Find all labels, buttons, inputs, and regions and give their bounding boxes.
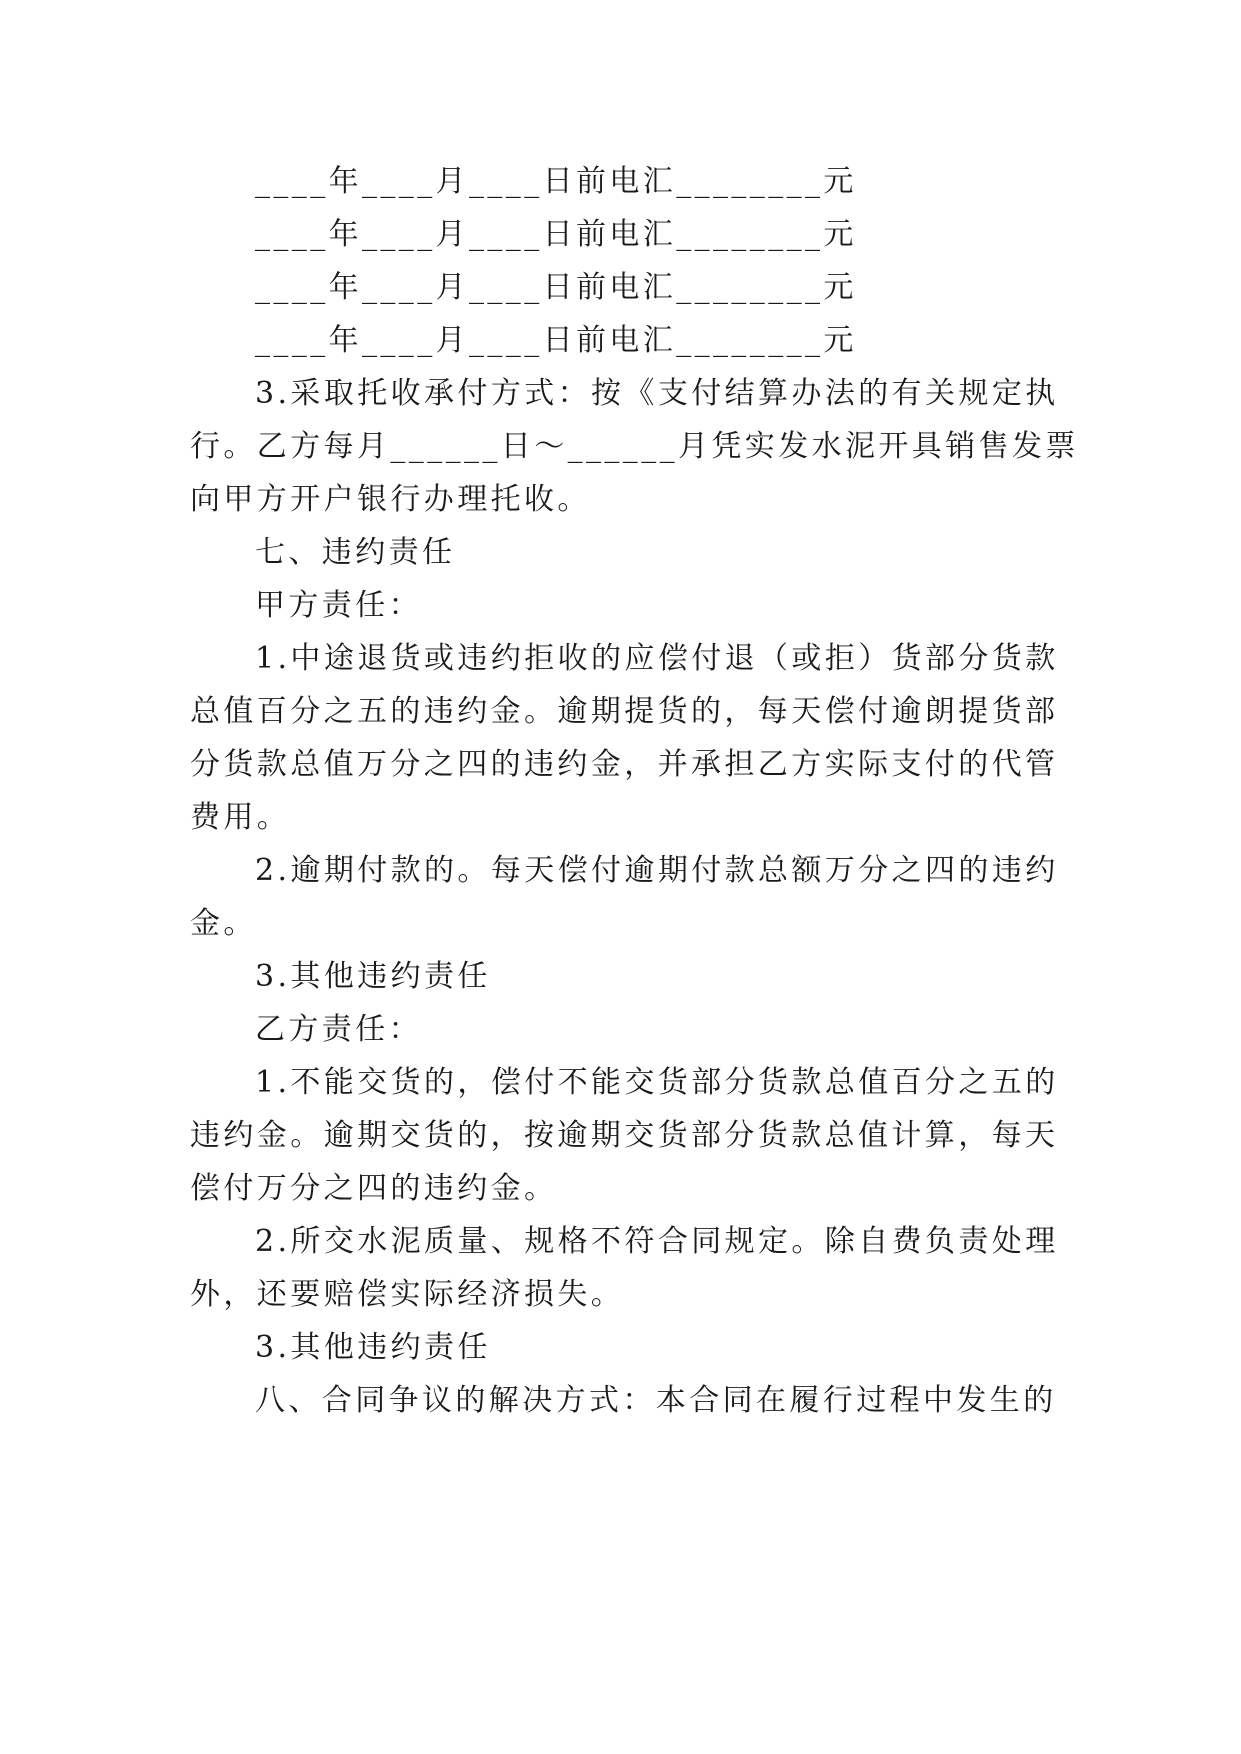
paragraph-line: 2.所交水泥质量、规格不符合同规定。除自费负责处理: [255, 1224, 1059, 1259]
remittance-line-4: ____年____月____日前电汇________元: [255, 323, 857, 358]
subsection-heading: 甲方责任：: [255, 588, 422, 623]
paragraph-line: 1.中途退货或违约拒收的应偿付退（或拒）货部分货款: [255, 641, 1059, 676]
paragraph-line: 总值百分之五的违约金。逾期提货的，每天偿付逾朗提货部: [190, 694, 1059, 729]
remittance-line-2: ____年____月____日前电汇________元: [255, 217, 857, 252]
remittance-line-3: ____年____月____日前电汇________元: [255, 270, 857, 305]
paragraph-line: 行。乙方每月______日～______月凭实发水泥开具销售发票: [190, 429, 1079, 464]
section-heading: 七、违约责任: [255, 535, 456, 570]
paragraph-line: 金。: [190, 906, 257, 941]
paragraph-line: 费用。: [190, 800, 291, 835]
subsection-heading: 乙方责任：: [255, 1012, 422, 1047]
paragraph-line: 违约金。逾期交货的，按逾期交货部分货款总值计算，每天: [190, 1118, 1059, 1153]
paragraph-line: 分货款总值万分之四的违约金，并承担乙方实际支付的代管: [190, 747, 1059, 782]
paragraph-line: 1.不能交货的，偿付不能交货部分货款总值百分之五的: [255, 1065, 1059, 1100]
paragraph-line: 3.其他违约责任: [255, 959, 491, 994]
remittance-line-1: ____年____月____日前电汇________元: [255, 164, 857, 199]
paragraph-line: 外，还要赔偿实际经济损失。: [190, 1277, 625, 1312]
paragraph-line: 2.逾期付款的。每天偿付逾期付款总额万分之四的违约: [255, 853, 1059, 888]
paragraph-line: 向甲方开户银行办理托收。: [190, 482, 591, 517]
paragraph-line: 偿付万分之四的违约金。: [190, 1171, 558, 1206]
paragraph-line: 3.采取托收承付方式：按《支付结算办法的有关规定执: [255, 376, 1059, 411]
section-heading: 八、合同争议的解决方式：本合同在履行过程中发生的: [255, 1383, 1057, 1418]
paragraph-line: 3.其他违约责任: [255, 1330, 491, 1365]
